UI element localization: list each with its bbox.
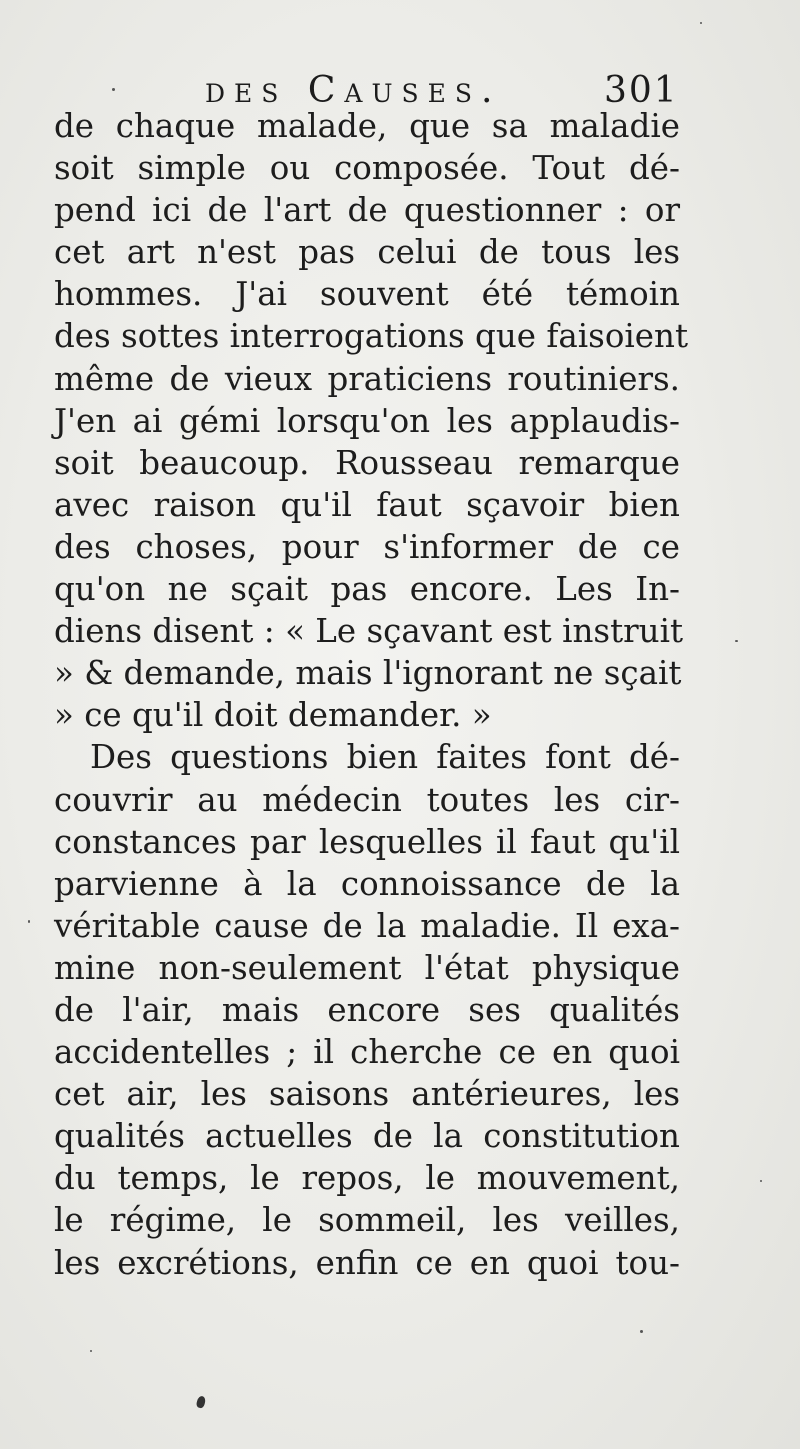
text-line: J'en ai gémi lorsqu'on les applaudis- — [54, 401, 680, 440]
text-line: le régime, le sommeil, les veilles, — [54, 1201, 680, 1240]
text-line: qualités actuelles de la constitution — [54, 1117, 680, 1156]
text-line: de chaque malade, que sa maladie — [54, 107, 680, 145]
text-line: couvrir au médecin toutes les cir- — [54, 780, 680, 819]
text-line: des choses, pour s'informer de ce — [54, 527, 680, 566]
text-line: les excrétions, enfin ce en quoi tou- — [54, 1243, 680, 1282]
body-text — [54, 105, 689, 1284]
text-line: avec raison qu'il faut sçavoir bien — [54, 485, 680, 524]
ink-blot-mark — [196, 1395, 207, 1409]
text-line: même de vieux praticiens routiniers. — [54, 359, 680, 398]
running-title: des Causes. — [205, 70, 502, 111]
text-line: hommes. J'ai souvent été témoin — [54, 275, 680, 314]
text-line: constances par lesquelles il faut qu'il — [54, 822, 680, 861]
text-line: mine non-seulement l'état physique — [54, 948, 680, 987]
text-line: de l'air, mais encore ses qualités — [54, 990, 680, 1029]
page-number: 301 — [604, 70, 679, 111]
text-line: soit simple ou composée. Tout dé- — [54, 149, 680, 188]
text-line: qu'on ne sçait pas encore. Les In- — [54, 570, 680, 609]
text-line: parvienne à la connoissance de la — [54, 864, 680, 903]
text-line: cet air, les saisons antérieures, les — [54, 1075, 680, 1114]
text-line: du temps, le repos, le mouvement, — [54, 1159, 680, 1198]
text-line: diens disent : « Le sçavant est instruit — [54, 612, 684, 651]
text-line: véritable cause de la maladie. Il exa- — [54, 906, 680, 945]
text-line: pend ici de l'art de questionner : or — [54, 191, 680, 230]
text-line: soit beaucoup. Rousseau remarque — [54, 443, 680, 482]
text-line: des sottes interrogations que faisoient — [54, 317, 689, 356]
paragraph-first-line: Des questions bien faites font dé- — [90, 738, 680, 777]
text-line: cet art n'est pas celui de tous les — [54, 233, 680, 272]
text-line: » & demande, mais l'ignorant ne sçait — [54, 654, 682, 693]
text-line: » ce qu'il doit demander. » — [54, 696, 492, 735]
text-line: accidentelles ; il cherche ce en quoi — [54, 1033, 680, 1072]
